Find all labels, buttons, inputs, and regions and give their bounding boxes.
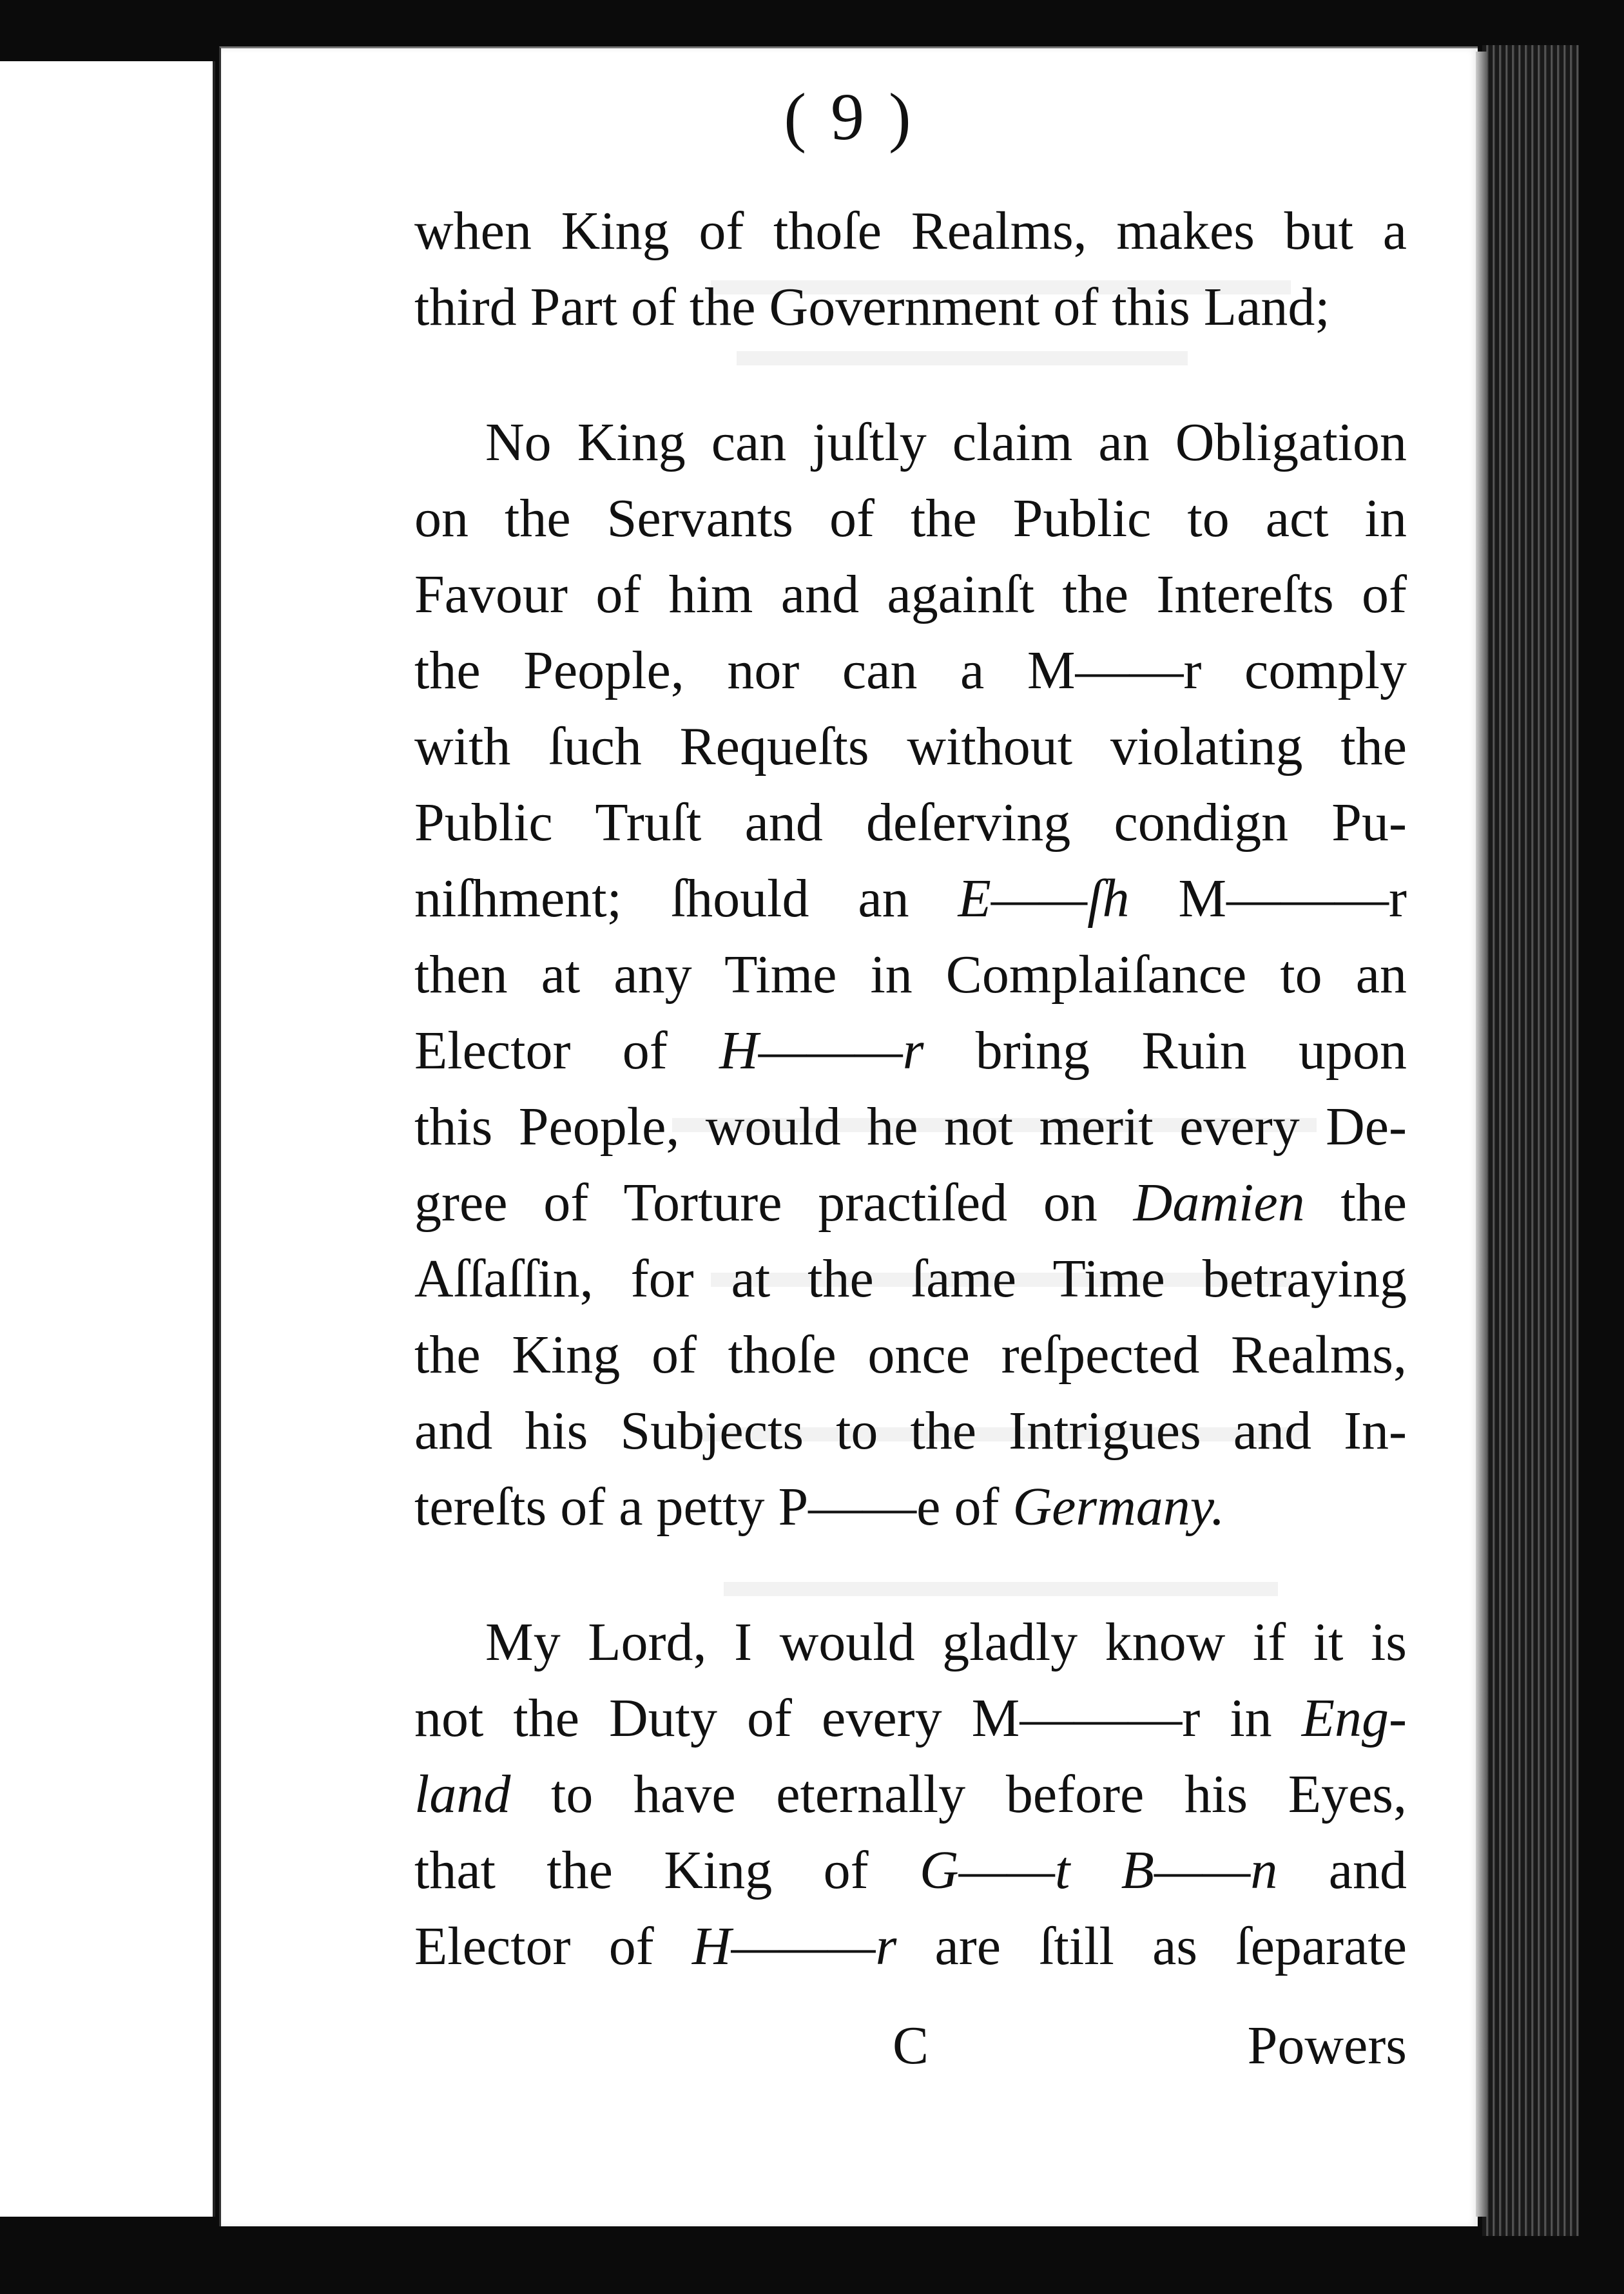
text-run: with ſuch Requeſts without violating the <box>414 717 1407 776</box>
page-number: ( 9 ) <box>784 80 915 154</box>
text-run: Elector of <box>414 1916 692 1976</box>
text-line <box>414 405 1407 481</box>
italic-text: G——t B——n <box>919 1840 1278 1900</box>
paragraph-gap <box>414 345 1407 405</box>
text-line <box>414 1317 1407 1393</box>
page-edges <box>1482 45 1579 2236</box>
text-line <box>414 1833 1407 1909</box>
text-run: Aſſaſſin, for at the ſame Time betraying <box>414 1249 1407 1309</box>
text-run: third Part of the Government of this Land; <box>414 277 1330 337</box>
text-run: and his Subjects to the Intrigues and In- <box>414 1401 1407 1461</box>
italic-text: land <box>414 1764 511 1824</box>
text-run: gree of Torture practiſed on <box>414 1173 1134 1233</box>
facing-page-edge <box>0 61 215 2217</box>
signature-mark: C <box>892 2016 929 2076</box>
text-run: then at any Time in Complaiſance to an <box>414 945 1407 1005</box>
text-run: tereſts of a petty P——e of <box>414 1477 1013 1537</box>
text-line <box>414 1013 1407 1089</box>
text-line <box>414 1757 1407 1833</box>
italic-text: Eng- <box>1301 1688 1407 1748</box>
text-run: are ſtill as ſeparate <box>896 1916 1407 1976</box>
text-run: the King of thoſe once reſpected Realms, <box>414 1325 1407 1385</box>
text-run: to have eternally before his Eyes, <box>510 1764 1407 1824</box>
text-run: this People, would he not merit every De- <box>414 1097 1407 1157</box>
text-line <box>414 1165 1407 1241</box>
text-line <box>414 1681 1407 1757</box>
text-line <box>414 1393 1407 1469</box>
text-line <box>414 1605 1407 1681</box>
text-line <box>414 1909 1407 1985</box>
text-run: Public Truſt and deſerving condign Pu- <box>414 793 1407 853</box>
text-run: not the Duty of every M———r in <box>414 1688 1302 1748</box>
text-line <box>414 1089 1407 1165</box>
text-line <box>414 861 1407 937</box>
italic-text: Damien <box>1133 1173 1305 1233</box>
text-run: on the Servants of the Public to act in <box>414 488 1407 548</box>
text-line <box>414 481 1407 557</box>
text-line <box>414 937 1407 1013</box>
text-run: the People, nor can a M——r comply <box>414 641 1407 700</box>
text-line <box>414 785 1407 861</box>
text-run: Favour of him and againſt the Intereſts of <box>414 564 1407 624</box>
text-line <box>414 193 1407 269</box>
italic-text: H———r <box>719 1021 924 1081</box>
text-run: the <box>1304 1173 1407 1233</box>
text-line <box>414 633 1407 709</box>
text-line <box>414 1469 1407 1545</box>
text-line <box>414 1241 1407 1317</box>
paragraph-gap <box>414 1545 1407 1605</box>
catchword: Powers <box>1247 2016 1407 2076</box>
text-line <box>414 709 1407 785</box>
book-page <box>219 46 1478 2226</box>
page-edge-highlight <box>1476 52 1487 2217</box>
text-line <box>414 557 1407 633</box>
text-run: My Lord, I would gladly know if it is <box>485 1612 1407 1672</box>
italic-text: Germany. <box>1012 1477 1225 1537</box>
footer-line <box>414 2007 1407 2085</box>
italic-text: H———r <box>691 1916 897 1976</box>
text-run: Elector of <box>414 1021 720 1081</box>
text-run: niſhment; ſhould an <box>414 869 958 929</box>
text-run: that the King of <box>414 1840 920 1900</box>
text-line <box>414 269 1407 345</box>
text-run: No King can juſtly claim an Obligation <box>485 412 1407 472</box>
text-run: when King of thoſe Realms, makes but a <box>414 201 1407 261</box>
text-run: bring Ruin upon <box>923 1021 1407 1081</box>
text-run: M———r <box>1129 869 1407 929</box>
body-text <box>414 193 1407 1985</box>
text-run: and <box>1277 1840 1407 1900</box>
italic-text: E——ſh <box>958 869 1130 929</box>
